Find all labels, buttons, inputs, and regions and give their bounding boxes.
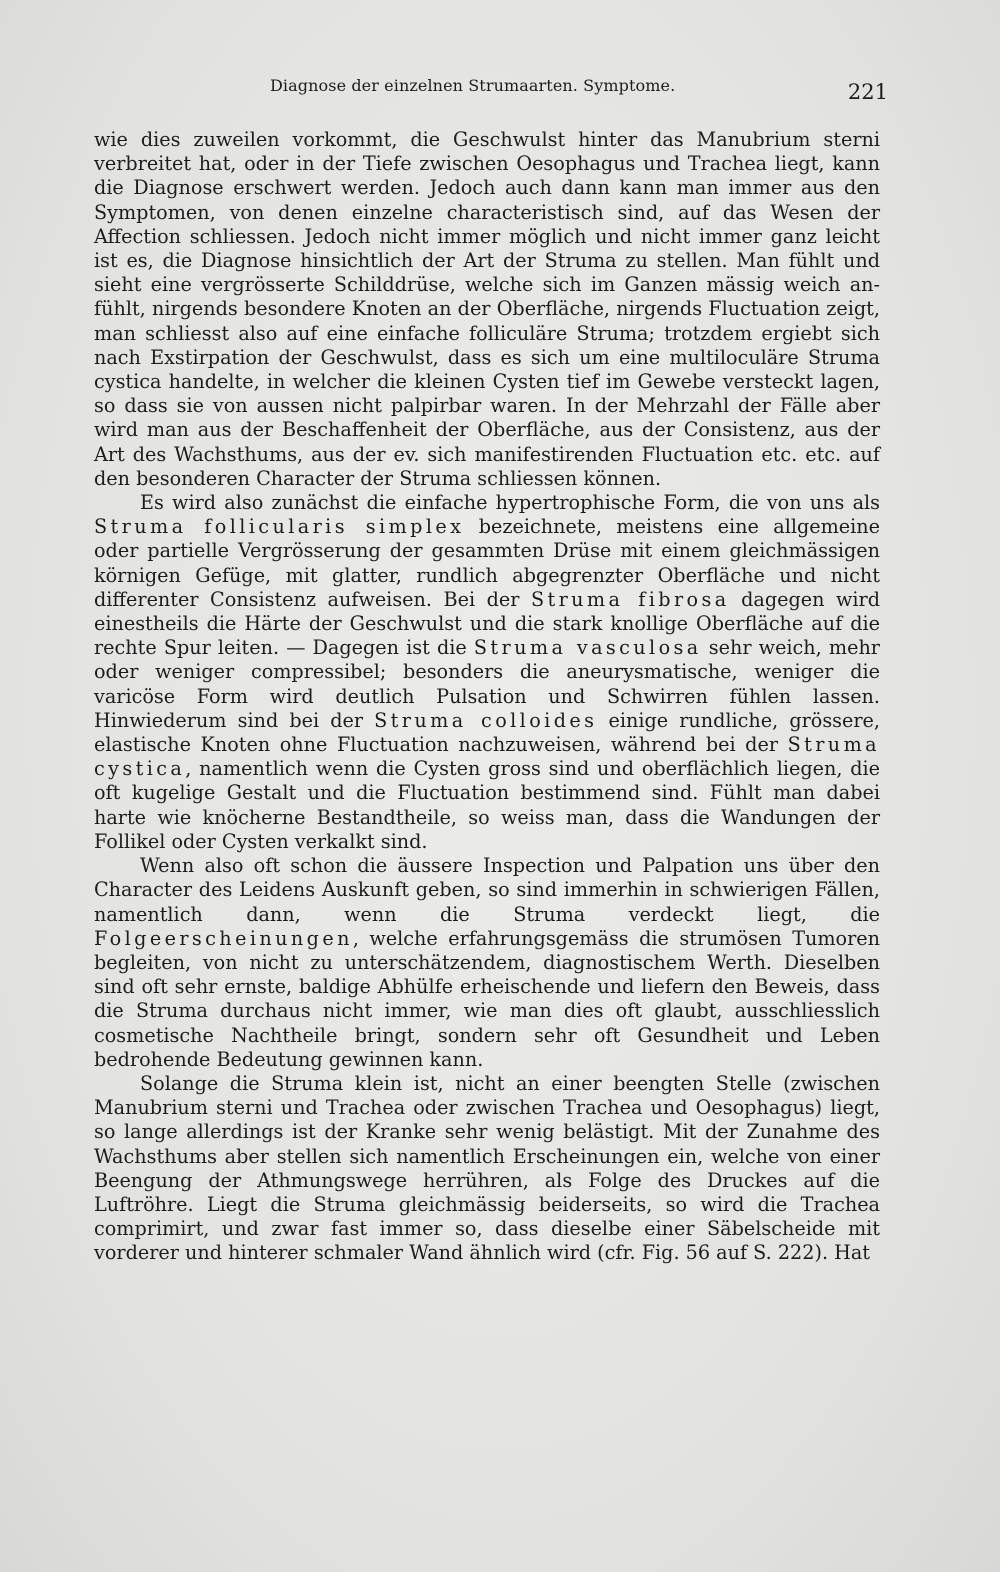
text-run: sehr weich, mehr oder weniger compressibel; besonders die aneurysmatische, weniger die varicöse Form wird deutlich Pulsation und Schwirren fühlen lassen. Hinwiederum sind bei der bbox=[94, 636, 880, 732]
running-title: Diagnose der einzelnen Strumaarten. Symptome. bbox=[270, 76, 676, 95]
body-text bbox=[94, 128, 880, 1266]
text-run: Wenn also oft schon die äussere Inspection und Palpation uns über den Character des Leidens Auskunft geben, so sind immerhin in schwierigen Fällen, namentlich dann, wenn die Struma verdeckt liegt, die bbox=[94, 854, 880, 926]
spaced-term: Struma vasculosa bbox=[473, 636, 702, 660]
page-number: 221 bbox=[847, 80, 888, 104]
text-run: , welche erfahrungsgemäss die strumösen Tumoren begleiten, von nicht zu unterschätzendem, diagnostischem Werth. Dieselben sind oft sehr ernste, baldige Abhülfe erheischende und liefern den Beweis, dass die Struma durchaus nicht immer, wie man dies oft glaubt, ausschliesslich cosmetische Nachtheile bringt, sondern sehr oft Gesundheit und Leben bedrohende Bedeutung gewinnen kann. bbox=[94, 926, 880, 1071]
spaced-term: Struma colloides bbox=[374, 708, 598, 732]
paragraph-p2 bbox=[94, 491, 880, 854]
spaced-term: Folgeerscheinungen bbox=[94, 926, 353, 950]
spaced-term: Struma cystica bbox=[94, 733, 880, 781]
spaced-term: Struma fibrosa bbox=[530, 587, 730, 611]
text-run: , namentlich wenn die Cysten gross sind und oberflächlich liegen, die oft kugelige Gestalt und die Fluctuation bestimmend sind. Fühlt man dabei harte wie knöcherne Bestandtheile, so weiss man, dass die Wandungen der Follikel oder Cysten verkalkt sind. bbox=[94, 757, 880, 853]
text-run: dagegen wird einestheils die Härte der Geschwulst und die stark knollige Oberfläche auf die rechte Spur leiten. — Dagegen ist die bbox=[94, 587, 881, 660]
spaced-term: Struma follicularis simplex bbox=[94, 515, 465, 539]
text-run: Solange die Struma klein ist, nicht an einer beengten Stelle (zwischen Manubrium sterni und Trachea oder zwischen Trachea und Oesophagus) liegt, so lange allerdings ist der Kranke sehr wenig belästigt. Mit der Zunahme des Wachsthums aber stellen sich namentlich Erscheinungen ein, welche von einer Beengung der Athmungswege herrühren, als Folge des Druckes auf die Luftröhre. Liegt die Struma gleichmässig beiderseits, so wird die Trachea comprimirt, und zwar fast immer so, dass dieselbe einer Säbelscheide mit vorderer und hinterer schmaler Wand ähnlich wird (cfr. Fig. 56 auf S. 222). Hat bbox=[94, 1071, 880, 1265]
text-run: wie dies zuweilen vorkommt, die Geschwulst hinter das Manubrium sterni verbreitet hat, oder in der Tiefe zwischen Oesophagus und Trachea liegt, kann die Diagnose erschwert werden. Jedoch auch dann kann man immer aus den Symptomen, von denen einzelne characteristisch sind, auf das Wesen der Affection schliessen. Jedoch nicht immer möglich und nicht immer ganz leicht ist es, die Diagnose hinsichtlich der Art der Struma zu stellen. Man fühlt und sieht eine vergrösserte Schilddrüse, welche sich im Ganzen mässig weich anfühlt, nirgends besondere Knoten an der Oberfläche, nirgends Fluctuation zeigt, man schliesst also auf eine einfache folliculäre Struma; trotzdem ergiebt sich nach Exstirpation der Geschwulst, dass es sich um eine multiloculäre Struma cystica handelte, in welcher die kleinen Cysten tief im Gewebe versteckt lagen, so dass sie von aussen nicht palpirbar waren. In der Mehrzahl der Fälle aber wird man aus der Beschaffenheit der Oberfläche, aus der Consistenz, aus der Art des Wachsthums, aus der ev. sich manifestirenden Fluctuation etc. etc. auf den besonderen Character der Struma schliessen können. bbox=[94, 128, 880, 490]
paragraph-p1 bbox=[94, 128, 880, 491]
text-run: Es wird also zunächst die einfache hypertrophische Form, die von uns als bbox=[140, 491, 880, 515]
paragraph-p4 bbox=[94, 1072, 880, 1266]
paragraph-p3 bbox=[94, 854, 880, 1072]
text-run: einige rundliche, grössere, elastische Knoten ohne Fluctuation nachzuweisen, während bei der bbox=[94, 708, 881, 757]
text-run: bezeichnete, meistens eine allgemeine oder partielle Vergrösserung der gesammten Drüse mit einem gleichmässigen körnigen Gefüge, mit glatter, rundlich abgegrenzter Oberfläche und nicht differenter Consistenz aufweisen. Bei der bbox=[94, 515, 880, 611]
